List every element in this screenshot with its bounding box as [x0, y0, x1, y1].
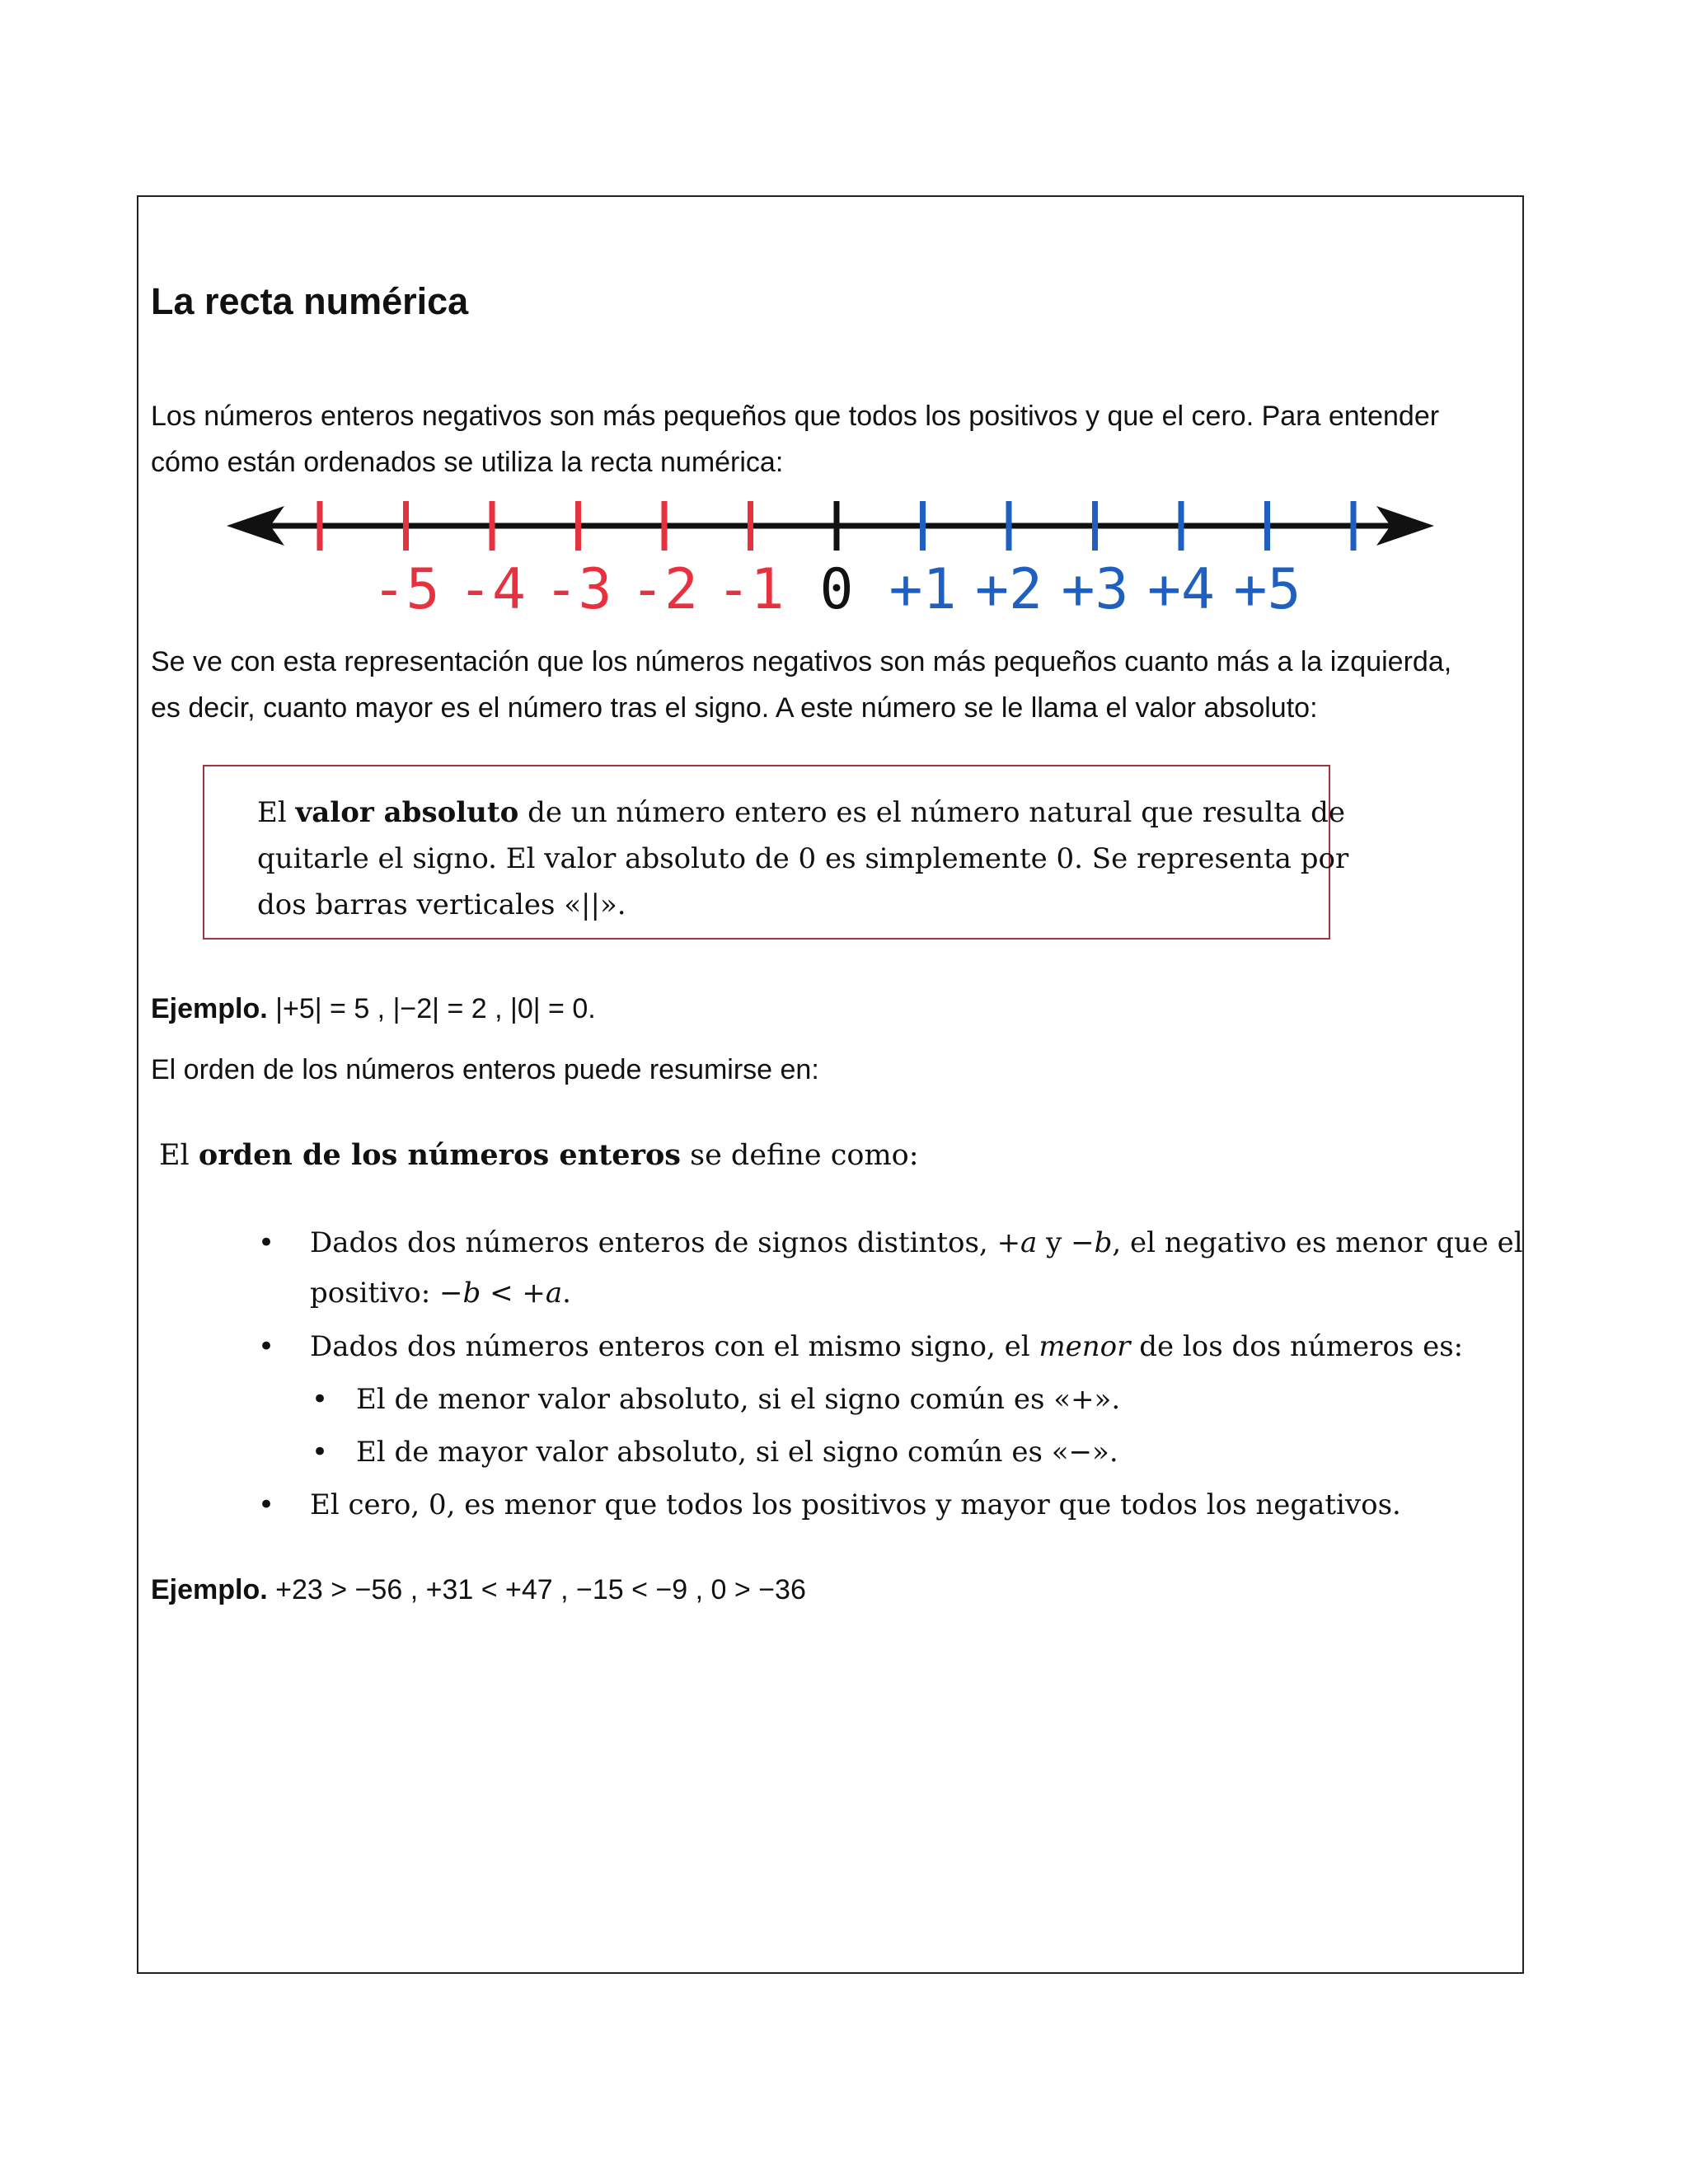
- definition-line-3: dos barras verticales «||».: [257, 888, 626, 921]
- explain-line-1: Se ve con esta representación que los números negativos son más pequeños cuanto más a la izquierda,: [151, 646, 1452, 677]
- order-definition: El orden de los números enteros se define como:: [159, 1138, 919, 1172]
- number-line-label: -2: [631, 557, 698, 618]
- bullet-2: Dados dos números enteros con el mismo signo, el menor de los dos números es:: [310, 1330, 1464, 1363]
- page-title: La recta numérica: [151, 280, 469, 322]
- example-2: [151, 1574, 806, 1606]
- example-1: [151, 993, 596, 1025]
- number-line-label: +5: [1233, 557, 1301, 618]
- bullet-marker-3: •: [258, 1488, 275, 1521]
- bullet-1-line-1: Dados dos números enteros de signos distintos, +a y −b, el negativo es menor que el: [310, 1226, 1523, 1259]
- number-line: [223, 486, 1442, 618]
- number-line-label: +4: [1147, 557, 1215, 618]
- number-line-label: +3: [1061, 557, 1129, 618]
- number-line-label: -3: [544, 557, 612, 618]
- sub-bullet-2: El de mayor valor absoluto, si el signo común es «−».: [356, 1436, 1118, 1469]
- example-2-label: Ejemplo.: [151, 1574, 268, 1605]
- definition-line-2: quitarle el signo. El valor absoluto de 0 es simplemente 0. Se representa por: [257, 842, 1349, 875]
- definition-term: valor absoluto: [295, 796, 519, 829]
- example-2-text: +23 > −56 , +31 < +47 , −15 < −9 , 0 > −36: [267, 1574, 806, 1605]
- definition-line-1: El valor absoluto de un número entero es el número natural que resulta de: [257, 796, 1346, 829]
- sub-bullet-marker-2: •: [312, 1436, 329, 1469]
- intro-line-2: cómo están ordenados se utiliza la recta numérica:: [151, 447, 784, 478]
- example-1-text: |+5| = 5 , |−2| = 2 , |0| = 0.: [267, 993, 596, 1024]
- intro-line-1: Los números enteros negativos son más pequeños que todos los positivos y que el cero. Para entender: [151, 401, 1440, 432]
- sub-bullet-marker-1: •: [312, 1383, 329, 1416]
- definition-text: [257, 790, 1348, 928]
- number-line-label: -4: [458, 557, 526, 618]
- number-line-label: 0: [819, 557, 854, 618]
- summary-intro: El orden de los números enteros puede resumirse en:: [151, 1054, 819, 1085]
- bullet-1-line-2: positivo: −b < +a.: [310, 1277, 571, 1310]
- number-line-label: -5: [372, 557, 440, 618]
- bullet-3: El cero, 0, es menor que todos los positivos y mayor que todos los negativos.: [310, 1488, 1401, 1521]
- sub-bullet-1: El de menor valor absoluto, si el signo común es «+».: [356, 1383, 1121, 1416]
- number-line-label: +2: [975, 557, 1043, 618]
- explain-line-2: es decir, cuanto mayor es el número tras el signo. A este número se le llama el valor absoluto:: [151, 692, 1318, 724]
- example-1-label: Ejemplo.: [151, 993, 268, 1024]
- number-line-label: +1: [889, 557, 957, 618]
- bullet-marker-1: •: [258, 1226, 275, 1259]
- number-line-label: -1: [716, 557, 785, 618]
- bullet-marker-2: •: [258, 1330, 275, 1363]
